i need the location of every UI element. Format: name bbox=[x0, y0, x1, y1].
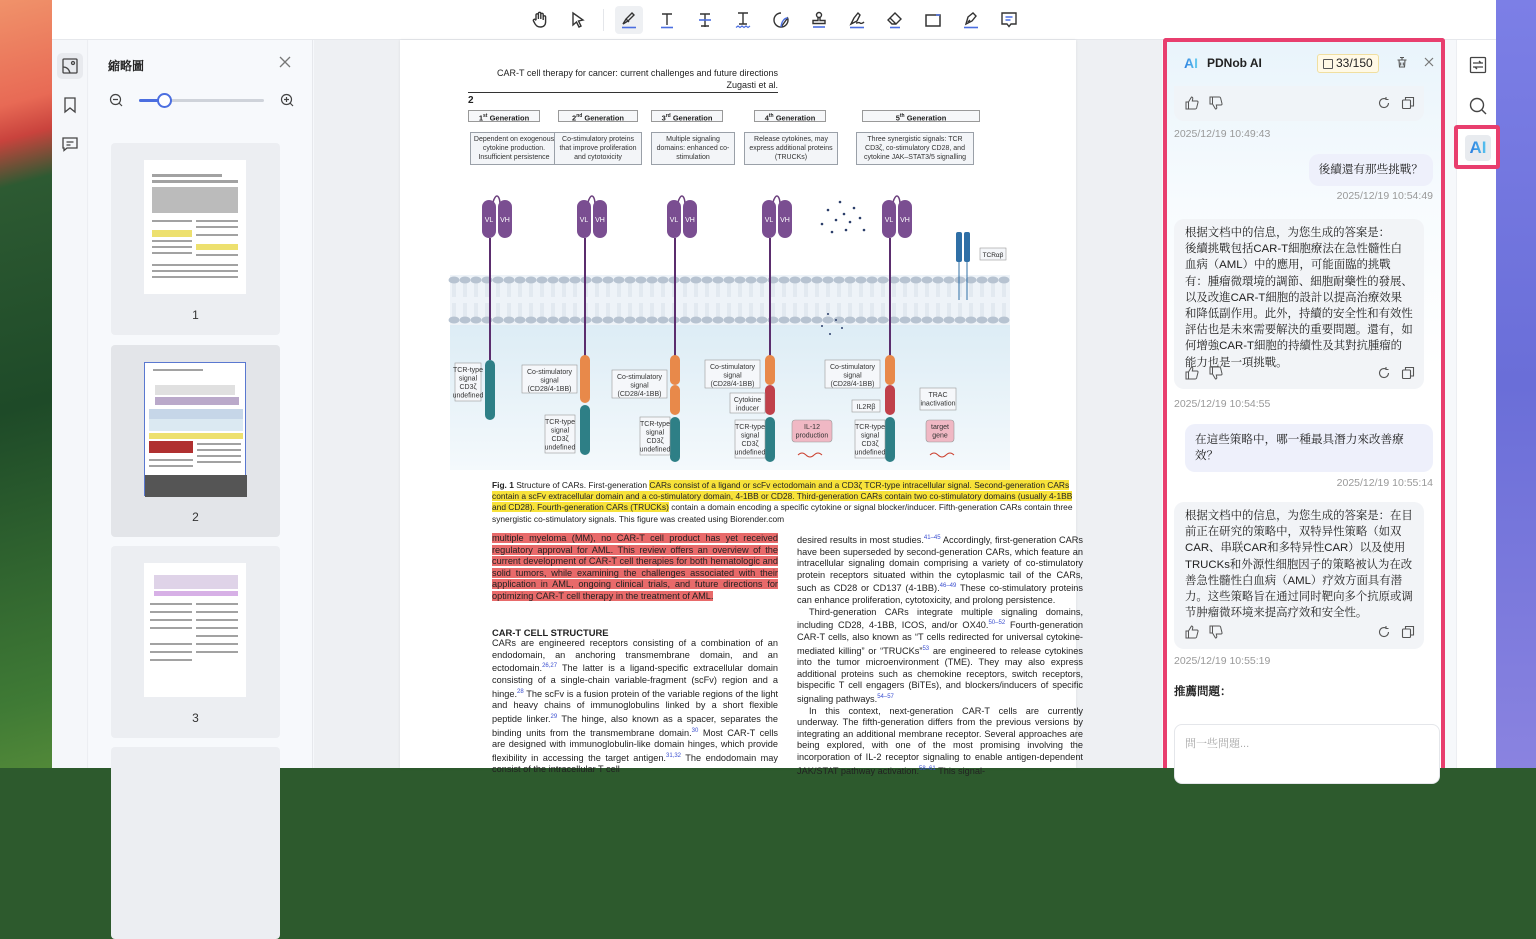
svg-text:Co-stimulatory: Co-stimulatory bbox=[526, 369, 573, 376]
figure-label: Fig. 1 bbox=[492, 480, 514, 490]
page-thumbnail-image bbox=[144, 362, 246, 496]
target-gene-label bbox=[926, 420, 954, 442]
svg-text:signal: signal bbox=[458, 375, 478, 383]
body-paragraph: desired results in most studies.$^{41-45}$ Accordingly, first-generation CARs have been superseded by second-generation CARs, which feature an intracellular signaling domain comprising a variety of co-stimulatory protein receptors situated within the cytoplasmic tail of the CARs, such as CD28 or CD137 (4-1BB).$^{46-49}$ These co-stimulatory proteins can enhance proliferation, cytotoxicity, and prolong persistence. bbox=[797, 535, 1083, 606]
page-thumbnail-1[interactable] bbox=[111, 143, 280, 335]
svg-text:VH: VH bbox=[780, 217, 790, 224]
generation-header-1: 1st Generation bbox=[468, 110, 540, 122]
svg-text:(CD28/4-1BB): (CD28/4-1BB) bbox=[527, 386, 572, 393]
svg-text:gene: gene bbox=[932, 432, 948, 440]
citation[interactable]: 28 bbox=[517, 688, 524, 695]
eraser-icon bbox=[885, 10, 905, 30]
ai-panel-header bbox=[1167, 42, 1441, 82]
svg-text:Co-stimulatory: Co-stimulatory bbox=[829, 364, 876, 371]
thumbs-down-icon[interactable] bbox=[1209, 96, 1223, 110]
rectangle-tool-button[interactable] bbox=[919, 6, 947, 34]
svg-text:target: target bbox=[931, 424, 949, 431]
eraser-tool-button[interactable] bbox=[881, 6, 909, 34]
copy-icon[interactable] bbox=[1401, 625, 1415, 639]
svg-text:TRAC: TRAC bbox=[928, 392, 948, 399]
svg-text:Co-stimulatory: Co-stimulatory bbox=[616, 374, 663, 381]
page-number: 2 bbox=[468, 95, 474, 106]
pdf-app-window bbox=[52, 0, 1496, 776]
tcr-signal-label bbox=[545, 415, 576, 453]
quota-value: 33/150 bbox=[1336, 56, 1373, 70]
svg-text:signal: signal bbox=[645, 429, 665, 437]
svg-text:signal: signal bbox=[550, 427, 570, 435]
thumbnails-panel bbox=[89, 40, 313, 768]
tcr-signal-label bbox=[735, 420, 766, 458]
page-number-label: 2 bbox=[192, 510, 199, 524]
message-count-icon bbox=[1323, 59, 1333, 69]
text-squiggly-icon bbox=[733, 10, 753, 30]
ai-message-text[interactable]: 根据文档中的信息，为您生成的答案是： 後續挑戰包括CAR-T細胞療法在急性髓性白血病（AML）中的應用，可能面臨的挑戰有：腫瘤微環境的調節、細胞耐藥性的發展、以及改進CAR-T細胞的設計以提高治療效果和降低副作用。此外，持續的安全性和有效性評估也是未來需要解決的重要問題。還有，如何增強CAR-T細胞的持續性及其對抗腫瘤的能力也是一項挑戰。 bbox=[1185, 227, 1413, 369]
squiggly-tool-button[interactable] bbox=[729, 6, 757, 34]
strikethrough-tool-button[interactable] bbox=[691, 6, 719, 34]
svg-text:production: production bbox=[795, 432, 829, 440]
body-column-left bbox=[492, 533, 778, 776]
tcr-signal-label bbox=[855, 420, 886, 458]
message-actions bbox=[1185, 366, 1415, 384]
message-actions bbox=[1185, 625, 1415, 643]
costim-label bbox=[522, 365, 577, 393]
citation[interactable]: 58–61 bbox=[919, 765, 936, 772]
clear-chat-icon[interactable] bbox=[1395, 55, 1409, 69]
pen-nib-icon bbox=[961, 10, 981, 30]
generation-description-2: Co-stimulatory proteins that improve proliferation and cytotoxicity bbox=[554, 132, 642, 165]
ai-message-bubble bbox=[1174, 219, 1424, 389]
figure-caption bbox=[492, 480, 1086, 525]
comment-tool-button[interactable] bbox=[995, 6, 1023, 34]
header-rule bbox=[468, 92, 778, 93]
stamp-icon bbox=[809, 10, 829, 30]
text-strikethrough-icon bbox=[695, 10, 715, 30]
ai-usage-quota-badge[interactable] bbox=[1317, 54, 1379, 73]
thumbs-down-icon[interactable] bbox=[1209, 625, 1223, 639]
generation-header-4: 4th Generation bbox=[754, 110, 826, 122]
svg-text:undefined: undefined bbox=[734, 449, 766, 457]
svg-text:inactivation: inactivation bbox=[920, 400, 956, 408]
citation[interactable]: 53 bbox=[922, 645, 930, 652]
regenerate-icon[interactable] bbox=[1377, 96, 1391, 110]
message-timestamp: 2025/12/19 10:55:14 bbox=[1336, 477, 1433, 489]
svg-text:Co-stimulatory: Co-stimulatory bbox=[709, 364, 756, 371]
caption-highlight[interactable]: CARs consist of a ligand or scFv ectodomain and a CD3ζ TCR-type intracellular signal. Second-generation CARs contain a scFv extracellular domain and a co-stimulatory domain, 4-1BB or CD28. Third-generation CARs contain two co-stimulatory domains (usually 4-1BB and CD28). Fourth-generation CARs (TRUCKs) bbox=[492, 480, 1073, 513]
search-icon bbox=[1468, 96, 1488, 116]
recommended-questions-label: 推薦問題： bbox=[1174, 686, 1232, 698]
highlight-tool-button[interactable] bbox=[615, 6, 643, 34]
comments-panel-button[interactable] bbox=[57, 131, 83, 157]
pen-tool-button[interactable] bbox=[957, 6, 985, 34]
svg-text:TCR-type: TCR-type bbox=[855, 424, 885, 431]
generation-description-5: Three synergistic signals: TCR CD3ζ, co-stimulatory CD28, and cytokine JAK–STAT3/5 signalling bbox=[856, 132, 974, 165]
rectangle-icon bbox=[923, 10, 943, 30]
annotation-toolbar bbox=[52, 0, 1496, 40]
thumbnails-panel-title: 縮略圖 bbox=[108, 59, 145, 73]
signature-tool-button[interactable] bbox=[843, 6, 871, 34]
thumbs-up-icon[interactable] bbox=[1185, 96, 1199, 110]
message-actions bbox=[1185, 96, 1415, 114]
svg-text:IL-12: IL-12 bbox=[804, 424, 820, 431]
regenerate-icon[interactable] bbox=[1377, 366, 1391, 380]
ai-assistant-button[interactable] bbox=[1465, 135, 1491, 161]
section-heading: CAR-T CELL STRUCTURE bbox=[492, 626, 609, 638]
generation-description-3: Multiple signaling domains: enhanced co-stimulation bbox=[651, 132, 735, 165]
citation[interactable]: 30 bbox=[691, 727, 699, 734]
ai-message-text[interactable]: 根据文档中的信息，为您生成的答案是：在目前正在研究的策略中，双特异性策略（如双CAR、串联CAR和多特异性CAR）以及使用TRUCKs和外源性细胞因子的策略被认为在改善急性髓性白血病（AML）疗效方面具有潜力。这些策略旨在通过同时靶向多个抗原或调节肿瘤微环境来提高疗效和安全性。 bbox=[1185, 510, 1413, 620]
user-message-bubble: 在這些策略中，哪一種最具潛力來改善療效？ bbox=[1185, 424, 1433, 472]
sliders-icon bbox=[1468, 55, 1488, 75]
document-viewport[interactable] bbox=[314, 40, 1162, 776]
svg-text:VL: VL bbox=[669, 217, 679, 224]
page-number-label: 3 bbox=[192, 711, 199, 725]
svg-text:CD3ζ: CD3ζ bbox=[459, 384, 477, 391]
costim-label bbox=[705, 360, 760, 388]
citation[interactable]: 50–52 bbox=[988, 620, 1006, 627]
svg-text:VL: VL bbox=[764, 217, 774, 224]
running-header bbox=[400, 67, 778, 91]
page-thumbnail-4[interactable] bbox=[111, 747, 280, 939]
ai-panel-title: PDNob AI bbox=[1207, 56, 1262, 70]
svg-text:undefined: undefined bbox=[639, 446, 671, 454]
svg-text:signal: signal bbox=[630, 382, 649, 390]
running-head-title: CAR-T cell therapy for cancer: current challenges and future directions bbox=[497, 68, 778, 78]
svg-text:CD3ζ: CD3ζ bbox=[861, 441, 879, 448]
svg-text:VH: VH bbox=[595, 217, 605, 224]
citation[interactable]: 54–57 bbox=[877, 693, 894, 700]
cursor-arrow-icon bbox=[568, 10, 588, 30]
properties-panel-button[interactable] bbox=[1467, 54, 1489, 76]
il12-production-label bbox=[792, 420, 832, 442]
page-thumbnail-3[interactable] bbox=[111, 546, 280, 738]
cell-membrane bbox=[449, 275, 1011, 325]
message-timestamp: 2025/12/19 10:55:19 bbox=[1174, 655, 1271, 667]
copy-icon[interactable] bbox=[1401, 96, 1415, 110]
pdf-page bbox=[400, 40, 1083, 776]
body-paragraph: In this context, next-generation CAR-T cells are currently underway. The fifth-generation differs from the previous versions by integrating an additional membrane receptor. Several approaches are being explored, with one of the most promising involving the incorporation of IL-2 receptor signaling to enable antigen-dependent JAK/STAT pathway activation.$^{58-61}$ This signal- bbox=[797, 705, 1083, 776]
message-timestamp: 2025/12/19 10:54:55 bbox=[1174, 398, 1271, 410]
svg-text:TCR-type: TCR-type bbox=[453, 367, 483, 374]
svg-text:CD3ζ: CD3ζ bbox=[551, 436, 569, 443]
zoom-slider-handle[interactable] bbox=[157, 93, 172, 108]
desktop-wallpaper-right bbox=[1496, 0, 1536, 768]
costim-label bbox=[612, 370, 667, 398]
svg-text:VL: VL bbox=[579, 217, 589, 224]
ai-icon: AI bbox=[1469, 138, 1487, 157]
left-navigation-rail bbox=[52, 40, 88, 768]
citation[interactable]: 31,32 bbox=[666, 752, 682, 759]
ai-assistant-panel bbox=[1163, 38, 1445, 768]
sticky-note-tool-button[interactable] bbox=[767, 6, 795, 34]
signature-pen-icon bbox=[847, 10, 867, 30]
body-paragraph: Third-generation CARs integrate multiple signaling domains, including CD28, 4-1BB, ICOS, and/or OX40.$^{50-52}$ Fourth-generation CAR-T cells, also known as “T cells redirected for universal cytokine-mediated killing” or “TRUCKs”$^{53}$ are engineered to release cytokines into the tumor microenvironment (TME). They may also express additional proteins such as chemokine receptors, switch receptors, bispecific T cell engagers (BiTEs), and blockers/inducers of specific signaling pathways.$^{54-57}$ bbox=[797, 606, 1083, 705]
close-icon[interactable] bbox=[277, 54, 293, 70]
trac-inactivation-label bbox=[920, 388, 956, 410]
svg-text:signal: signal bbox=[860, 432, 880, 440]
toolbar-divider bbox=[603, 9, 604, 31]
page-number-label: 1 bbox=[192, 308, 199, 322]
svg-text:(CD28/4-1BB): (CD28/4-1BB) bbox=[710, 381, 755, 388]
svg-text:CD3ζ: CD3ζ bbox=[646, 438, 664, 445]
ai-question-input[interactable] bbox=[1174, 724, 1440, 784]
thumbnail-zoom-control bbox=[109, 92, 294, 110]
svg-text:signal: signal bbox=[723, 372, 742, 380]
svg-text:signal: signal bbox=[540, 377, 559, 385]
svg-text:undefined: undefined bbox=[854, 449, 886, 457]
svg-text:inducer: inducer bbox=[736, 405, 759, 413]
generation-header-5: 5th Generation bbox=[862, 110, 980, 122]
ai-logo-icon: AI bbox=[1184, 55, 1198, 71]
comment-list-icon bbox=[61, 135, 79, 153]
hand-icon bbox=[530, 10, 550, 30]
close-icon[interactable] bbox=[1423, 56, 1435, 68]
svg-text:IL2Rβ: IL2Rβ bbox=[856, 404, 876, 411]
svg-text:(CD28/4-1BB): (CD28/4-1BB) bbox=[617, 391, 662, 398]
svg-text:TCR-type: TCR-type bbox=[640, 421, 670, 428]
svg-text:VH: VH bbox=[500, 217, 510, 224]
underline-tool-button[interactable] bbox=[653, 6, 681, 34]
page-thumbnail-image bbox=[144, 160, 246, 294]
citation[interactable]: 29 bbox=[550, 713, 558, 720]
running-head-author: Zugasti et al. bbox=[726, 80, 778, 90]
costim-label bbox=[825, 360, 880, 388]
svg-text:VH: VH bbox=[900, 217, 910, 224]
citation[interactable]: 41–45 bbox=[923, 535, 941, 541]
copy-icon[interactable] bbox=[1401, 366, 1415, 380]
text-underline-icon bbox=[657, 10, 677, 30]
search-button[interactable] bbox=[1467, 95, 1489, 117]
svg-text:TCR-type: TCR-type bbox=[545, 419, 575, 426]
svg-text:TCR-type: TCR-type bbox=[735, 424, 765, 431]
sticky-note-icon bbox=[771, 10, 791, 30]
thumbs-up-icon[interactable] bbox=[1185, 625, 1199, 639]
cytokine-inducer-label bbox=[730, 393, 765, 413]
caption-text-rest: contain a domain encoding a specific cytokine or signal blocker/inducer. Fifth-generation CARs contain three synergistic co-stimulatory signals. This figure was created using Biorender.com bbox=[492, 502, 1073, 524]
svg-text:VL: VL bbox=[884, 217, 894, 224]
generation-header-3: 3rd Generation bbox=[651, 110, 723, 122]
bookmarks-panel-button[interactable] bbox=[57, 92, 83, 118]
citation[interactable]: 46–49 bbox=[939, 583, 957, 590]
svg-text:undefined: undefined bbox=[452, 392, 484, 400]
page-thumbnail-2[interactable] bbox=[111, 345, 280, 537]
svg-text:Cytokine: Cytokine bbox=[733, 397, 762, 404]
regenerate-icon[interactable] bbox=[1377, 625, 1391, 639]
tcr-signal-label bbox=[453, 363, 484, 401]
generation-description-1: Dependent on exogenous cytokine production. Insufficient persistence bbox=[470, 132, 558, 165]
zoom-in-icon[interactable] bbox=[280, 93, 294, 107]
stamp-tool-button[interactable] bbox=[805, 6, 833, 34]
thumbnails-panel-button[interactable] bbox=[57, 53, 83, 79]
body-column-right bbox=[797, 533, 1083, 777]
message-timestamp: 2025/12/19 10:54:49 bbox=[1336, 190, 1433, 202]
caption-text: Structure of CARs. First-generation bbox=[516, 480, 650, 490]
comment-icon bbox=[999, 10, 1019, 30]
svg-text:signal: signal bbox=[740, 432, 760, 440]
svg-text:undefined: undefined bbox=[544, 444, 576, 452]
highlighter-icon bbox=[619, 10, 639, 30]
hand-tool-button[interactable] bbox=[526, 6, 554, 34]
generation-header-2: 2nd Generation bbox=[558, 110, 638, 122]
message-timestamp: 2025/12/19 10:49:43 bbox=[1174, 128, 1271, 140]
car-structure-figure bbox=[450, 180, 1010, 470]
il2rb-label bbox=[852, 400, 880, 412]
thumbs-up-icon[interactable] bbox=[1185, 366, 1199, 380]
zoom-out-icon[interactable] bbox=[109, 93, 123, 107]
thumbnail-image-icon bbox=[61, 57, 79, 75]
tcr-signal-label bbox=[640, 417, 671, 455]
page-thumbnail-image bbox=[144, 563, 246, 697]
svg-text:VL: VL bbox=[484, 217, 494, 224]
thumbs-down-icon[interactable] bbox=[1209, 366, 1223, 380]
tcr-ab-label: TCRαβ bbox=[982, 252, 1004, 259]
bookmark-icon bbox=[61, 96, 79, 114]
svg-text:signal: signal bbox=[843, 372, 862, 380]
generation-description-4: Release cytokines, may express additional proteins (TRUCKs) bbox=[744, 132, 838, 165]
red-highlight[interactable]: multiple myeloma (MM), no CAR-T cell product has yet received regulatory approval for AML. This review offers an overview of the current development of CAR-T cell therapies for both hematologic and solid tumors, while examining the challenges associated with their application in AML, ongoing clinical trials, and future directions for optimizing CAR-T cell therapy in the treatment of AML. bbox=[492, 533, 778, 601]
user-message-bubble: 後續還有那些挑戰？ bbox=[1309, 154, 1433, 186]
svg-text:VH: VH bbox=[685, 217, 695, 224]
input-placeholder: 問一些問題... bbox=[1185, 738, 1250, 750]
svg-text:CD3ζ: CD3ζ bbox=[741, 441, 759, 448]
citation[interactable]: 26,27 bbox=[542, 663, 558, 670]
thumbnail-zoom-slider[interactable] bbox=[139, 99, 264, 102]
body-paragraph: CARs are engineered receptors consisting of a combination of an endodomain, an anchoring transmembrane domain, and an ectodomain.$^{26,27}$ The latter is a ligand-specific extracellular domain consisting of a single-chain variable-fragment (scFv) region and a hinge.$^{28}$ The scFv is a fusion protein of the variable regions of the light and heavy chains of immunoglobulins linked by a short flexible peptide linker.$^{29}$ The hinge, also known as a spacer, separates the binding units from the transmembrane domain.$^{30}$ Most CAR-T cells are designed with immunoglobulin-like domain hinges, which provide flexibility in accessing the target antigen.$^{31,32}$ The endodomain may consist of the intracellular T cell bbox=[492, 638, 778, 775]
svg-text:(CD28/4-1BB): (CD28/4-1BB) bbox=[830, 381, 875, 388]
select-tool-button[interactable] bbox=[564, 6, 592, 34]
ai-rail-highlight-frame bbox=[1454, 125, 1500, 169]
